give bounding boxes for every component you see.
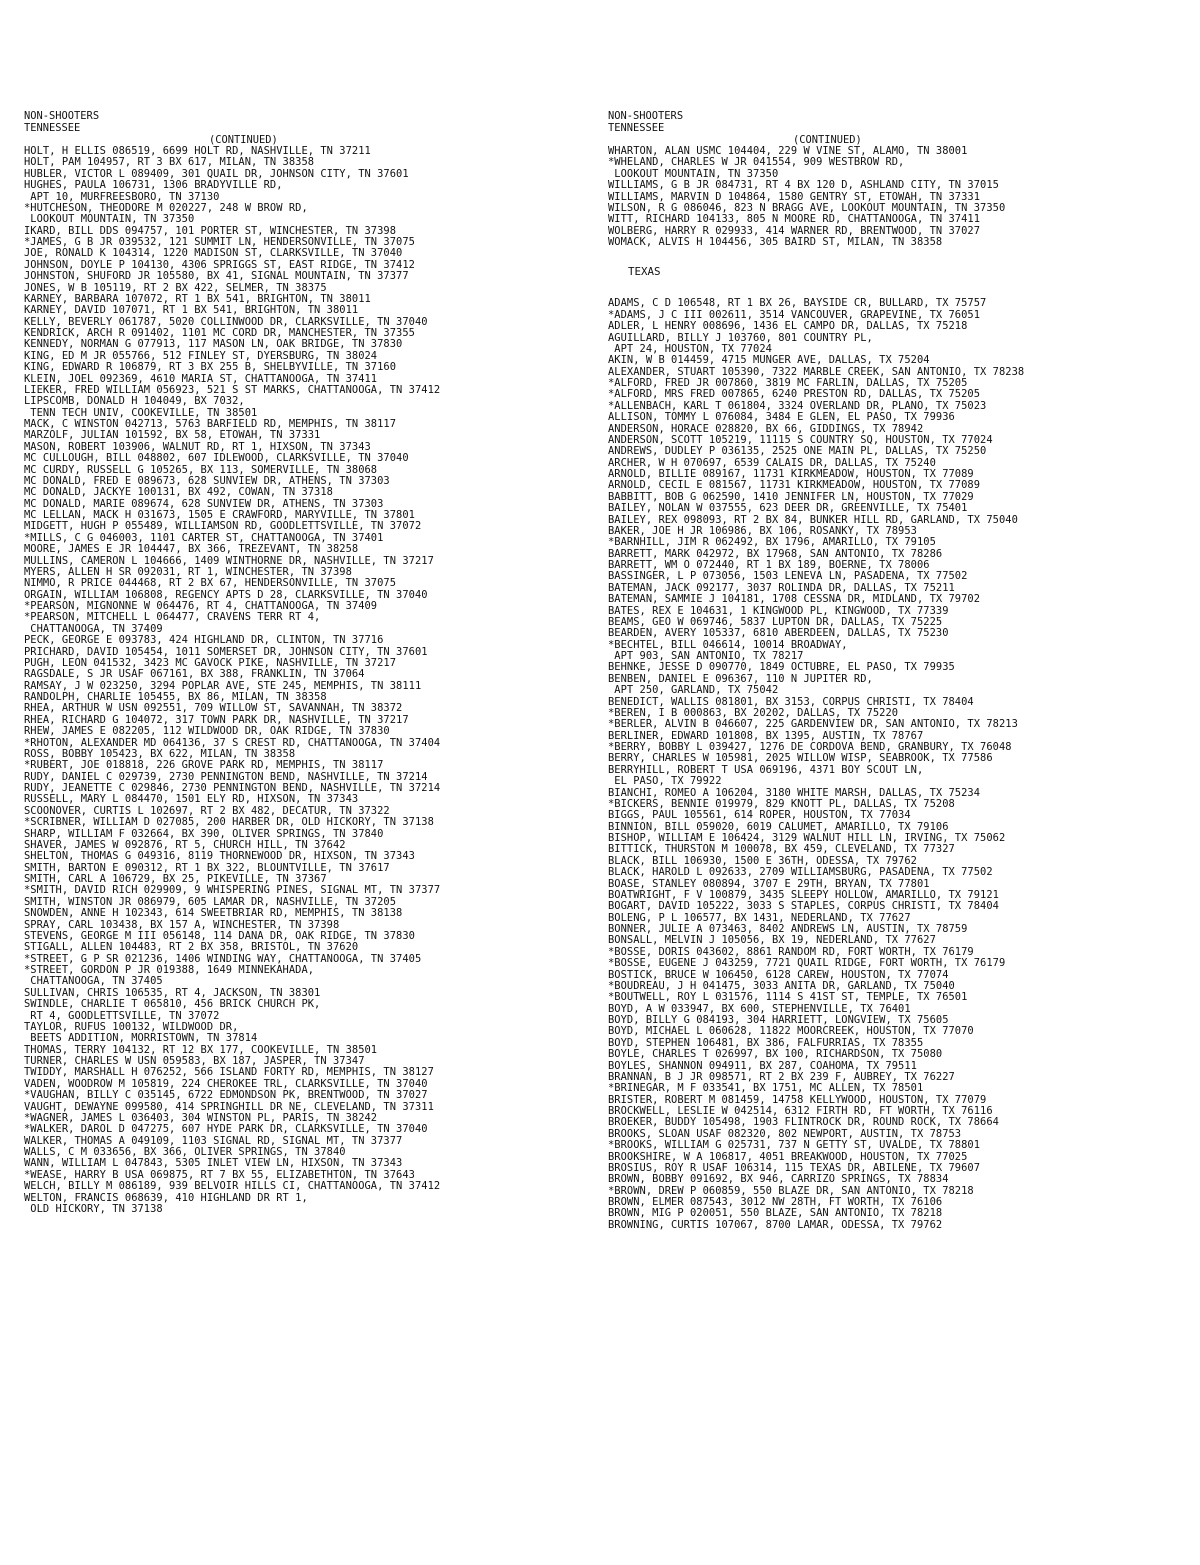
- continued-label: (CONTINUED): [793, 134, 862, 146]
- list-item: ORGAIN, WILLIAM 106808, REGENCY APTS D 28, CLARKSVILLE, TN 37040: [24, 588, 428, 601]
- list-item: HOLT, H ELLIS 086519, 6699 HOLT RD, NASHVILLE, TN 37211: [24, 145, 371, 157]
- list-item: HUBLER, VICTOR L 089409, 301 QUAIL DR, JOHNSON CITY, TN 37601: [24, 167, 409, 180]
- list-item: OLD HICKORY, TN 37138: [24, 1202, 163, 1215]
- list-item: *BOUDREAU, J H 041475, 3033 ANITA DR, GARLAND, TX 75040: [608, 979, 955, 992]
- right-column: [608, 110, 1188, 1231]
- list-item: SHAVER, JAMES W 092876, RT 5, CHURCH HILL, TN 37642: [24, 838, 346, 851]
- list-item: BERLINER, EDWARD 101808, BX 1395, AUSTIN, TX 78767: [608, 729, 924, 742]
- list-item: BASSINGER, L P 073056, 1503 LENEVA LN, PASADENA, TX 77502: [608, 570, 968, 583]
- list-item: KENDRICK, ARCH R 091402, 1101 MC CORD DR, MANCHESTER, TN 37355: [24, 327, 415, 339]
- list-item: ANDERSON, HORACE 028820, BX 66, GIDDINGS, TX 78942: [608, 422, 924, 435]
- list-item: BROOKSHIRE, W A 106817, 4051 BREAKWOOD, HOUSTON, TX 77025: [608, 1150, 968, 1163]
- list-item: WOMACK, ALVIS H 104456, 305 BAIRD ST, MILAN, TN 38358: [608, 236, 943, 248]
- list-item: *STREET, G P SR 021236, 1406 WINDING WAY, CHATTANOOGA, TN 37405: [24, 952, 422, 965]
- list-item: *RUBERT, JOE 018818, 226 GROVE PARK RD, MEMPHIS, TN 38117: [24, 759, 384, 772]
- list-item: WILLIAMS, MARVIN D 104864, 1580 GENTRY ST, ETOWAH, TN 37331: [608, 190, 981, 203]
- list-item: ADLER, L HENRY 008696, 1436 EL CAMPO DR, DALLAS, TX 75218: [608, 320, 968, 333]
- list-item: LOOKOUT MOUNTAIN, TN 37350: [608, 167, 779, 180]
- list-item: MC CULLOUGH, BILL 048802, 607 IDLEWOOD, CLARKSVILLE, TN 37040: [24, 452, 409, 465]
- list-item: *BECHTEL, BILL 046614, 10014 BROADWAY,: [608, 638, 848, 651]
- list-item: ANDREWS, DUDLEY P 036135, 2525 ONE MAIN PL, DALLAS, TX 75250: [608, 445, 987, 458]
- list-item: KARNEY, DAVID 107071, RT 1 BX 541, BRIGHTON, TN 38011: [24, 304, 359, 317]
- list-item: *WALKER, DAROL D 047275, 607 HYDE PARK DR, CLARKSVILLE, TN 37040: [24, 1123, 428, 1136]
- list-item: *RHOTON, ALEXANDER MD 064136, 37 S CREST RD, CHATTANOOGA, TN 37404: [24, 736, 441, 749]
- list-item: MC DONALD, FRED E 089673, 628 SUNVIEW DR, ATHENS, TN 37303: [24, 474, 390, 487]
- list-item: *WHELAND, CHARLES W JR 041554, 909 WESTBROW RD,: [608, 156, 905, 169]
- list-item: JOE, RONALD K 104314, 1220 MADISON ST, CLARKSVILLE, TN 37040: [24, 247, 403, 260]
- list-item: VADEN, WOODROW M 105819, 224 CHEROKEE TRL, CLARKSVILLE, TN 37040: [24, 1077, 428, 1090]
- list-item: BRANNAN, B J JR 098571, RT 2 BX 239 F, AUBREY, TX 76227: [608, 1070, 955, 1083]
- list-item: SMITH, WINSTON JR 086979, 605 LAMAR DR, NASHVILLE, TN 37205: [24, 895, 397, 908]
- section-heading-texas: TEXAS: [628, 265, 661, 279]
- list-item: BOYLES, SHANNON 094911, BX 287, COAHOMA, TX 79511: [608, 1059, 917, 1072]
- list-item: *STREET, GORDON P JR 019388, 1649 MINNEKAHADA,: [24, 964, 315, 976]
- list-item: MC CURDY, RUSSELL G 105265, BX 113, SOMERVILLE, TN 38068: [24, 463, 378, 476]
- list-item: MULLINS, CAMERON L 104666, 1409 WINTHORNE DR, NASHVILLE, TN 37217: [24, 554, 434, 567]
- list-item: CHATTANOOGA, TN 37405: [24, 975, 163, 988]
- list-item: KING, ED M JR 055766, 512 FINLEY ST, DYERSBURG, TN 38024: [24, 349, 378, 362]
- list-item: NIMMO, R PRICE 044468, RT 2 BX 67, HENDERSONVILLE, TN 37075: [24, 577, 397, 590]
- list-item: WELCH, BILLY M 086189, 939 BELVOIR HILLS CI, CHATTANOOGA, TN 37412: [24, 1180, 441, 1193]
- list-item: *SMITH, DAVID RICH 029909, 9 WHISPERING PINES, SIGNAL MT, TN 37377: [24, 884, 441, 897]
- list-item: TURNER, CHARLES W USN 059583, BX 187, JASPER, TN 37347: [24, 1055, 365, 1067]
- list-item: APT 903, SAN ANTONIO, TX 78217: [608, 650, 804, 662]
- list-item: *BRINEGAR, M F 033541, BX 1751, MC ALLEN, TX 78501: [608, 1082, 924, 1095]
- section-gap: [608, 248, 1188, 266]
- list-item: BROSIUS, ROY R USAF 106314, 115 TEXAS DR, ABILENE, TX 79607: [608, 1161, 981, 1174]
- list-item: BEARDEN, AVERY 105337, 6810 ABERDEEN, DALLAS, TX 75230: [608, 627, 949, 640]
- list-item: TENN TECH UNIV, COOKEVILLE, TN 38501: [24, 406, 258, 419]
- list-item: BIGGS, PAUL 105561, 614 ROPER, HOUSTON, TX 77034: [608, 809, 911, 822]
- list-item: WALKER, THOMAS A 049109, 1103 SIGNAL RD, SIGNAL MT, TN 37377: [24, 1134, 403, 1147]
- list-item: RUDY, DANIEL C 029739, 2730 PENNINGTON BEND, NASHVILLE, TN 37214: [24, 770, 428, 783]
- list-item: *JAMES, G B JR 039532, 121 SUMMIT LN, HENDERSONVILLE, TN 37075: [24, 236, 415, 248]
- list-item: ANDERSON, SCOTT 105219, 11115 S COUNTRY SQ, HOUSTON, TX 77024: [608, 433, 993, 446]
- continued-label: (CONTINUED): [209, 134, 278, 146]
- list-item: BEETS ADDITION, MORRISTOWN, TN 37814: [24, 1032, 258, 1045]
- list-item: MACK, C WINSTON 042713, 5763 BARFIELD RD, MEMPHIS, TN 38117: [24, 418, 397, 430]
- list-item: KENNEDY, NORMAN G 077913, 117 MASON LN, OAK BRIDGE, TN 37830: [24, 338, 403, 351]
- list-item: SMITH, BARTON E 090312, RT 1 BX 322, BLOUNTVILLE, TN 37617: [24, 861, 390, 874]
- list-item: BOATWRIGHT, F V 100879, 3435 SLEEPY HOLLOW, AMARILLO, TX 79121: [608, 888, 999, 901]
- list-item: WELTON, FRANCIS 068639, 410 HIGHLAND DR RT 1,: [24, 1191, 308, 1204]
- list-item: ALLISON, TOMMY L 076084, 3484 E GLEN, EL PASO, TX 79936: [608, 411, 955, 424]
- list-item: JOHNSTON, SHUFORD JR 105580, BX 41, SIGNAL MOUNTAIN, TN 37377: [24, 270, 409, 283]
- list-item: BOASE, STANLEY 080894, 3707 E 29TH, BRYAN, TX 77801: [608, 877, 930, 890]
- list-item: BRISTER, ROBERT M 081459, 14758 KELLYWOOD, HOUSTON, TX 77079: [608, 1093, 987, 1106]
- list-item: PUGH, LEON 041532, 3423 MC GAVOCK PIKE, NASHVILLE, TN 37217: [24, 656, 397, 669]
- list-item: RANDOLPH, CHARLIE 105455, BX 86, MILAN, TN 38358: [24, 691, 327, 703]
- list-item: RHEW, JAMES E 082205, 112 WILDWOOD DR, OAK RIDGE, TN 37830: [24, 725, 390, 738]
- list-item: MC DONALD, MARIE 089674, 628 SUNVIEW DR, ATHENS, TN 37303: [24, 497, 384, 510]
- list-item: *BERLER, ALVIN B 046607, 225 GARDENVIEW DR, SAN ANTONIO, TX 78213: [608, 718, 1018, 731]
- list-item: THOMAS, TERRY 104132, RT 12 BX 177, COOKEVILLE, TN 38501: [24, 1043, 378, 1056]
- list-item: BIANCHI, ROMEO A 106204, 3180 WHITE MARSH, DALLAS, TX 75234: [608, 786, 981, 799]
- list-item: ALEXANDER, STUART 105390, 7322 MARBLE CREEK, SAN ANTONIO, TX 78238: [608, 365, 1025, 378]
- list-item: KLEIN, JOEL 092369, 4610 MARIA ST, CHATTANOOGA, TN 37411: [24, 372, 378, 385]
- list-item: BROWN, ELMER 087543, 3012 NW 28TH, FT WORTH, TX 76106: [608, 1196, 943, 1208]
- list-item: KARNEY, BARBARA 107072, RT 1 BX 541, BRIGHTON, TN 38011: [24, 292, 371, 305]
- list-item: *WEASE, HARRY B USA 069875, RT 7 BX 55, ELIZABETHTON, TN 37643: [24, 1168, 415, 1181]
- list-item: SULLIVAN, CHRIS 106535, RT 4, JACKSON, TN 38301: [24, 986, 321, 999]
- list-item: *BEREN, I B 000863, BX 20202, DALLAS, TX 75220: [608, 706, 899, 719]
- list-item: BLACK, HAROLD L 092633, 2709 WILLIAMSBURG, PASADENA, TX 77502: [608, 866, 993, 879]
- list-item: RHEA, ARTHUR W USN 092551, 709 WILLOW ST, SAVANNAH, TN 38372: [24, 702, 403, 715]
- list-item: BERRYHILL, ROBERT T USA 069196, 4371 BOY SCOUT LN,: [608, 763, 924, 776]
- list-item: BOSTICK, BRUCE W 106450, 6128 CAREW, HOUSTON, TX 77074: [608, 968, 949, 981]
- list-item: BARRETT, WM O 072440, RT 1 BX 189, BOERNE, TX 78006: [608, 559, 930, 571]
- list-item: *PEARSON, MITCHELL L 064477, CRAVENS TERR RT 4,: [24, 611, 321, 624]
- list-item: SNOWDEN, ANNE H 102343, 614 SWEETBRIAR RD, MEMPHIS, TN 38138: [24, 907, 403, 920]
- list-item: LOOKOUT MOUNTAIN, TN 37350: [24, 213, 195, 226]
- list-item: BROOKS, SLOAN USAF 082320, 802 NEWPORT, AUSTIN, TX 78753: [608, 1127, 962, 1140]
- list-item: BROCKWELL, LESLIE W 042514, 6312 FIRTH RD, FT WORTH, TX 76116: [608, 1105, 993, 1117]
- list-item: WILSON, R G 086046, 823 N BRAGG AVE, LOOKOUT MOUNTAIN, TN 37350: [608, 201, 1006, 214]
- list-item: *BERRY, BOBBY L 039427, 1276 DE CORDOVA BEND, GRANBURY, TX 76048: [608, 741, 1012, 753]
- list-item: *ADAMS, J C III 002611, 3514 VANCOUVER, GRAPEVINE, TX 76051: [608, 308, 981, 321]
- list-item: AKIN, W B 014459, 4715 MUNGER AVE, DALLAS, TX 75204: [608, 354, 930, 367]
- list-item: ADAMS, C D 106548, RT 1 BX 26, BAYSIDE CR, BULLARD, TX 75757: [608, 297, 987, 310]
- member-list-tennessee: [608, 146, 1188, 248]
- list-item: *SCRIBNER, WILLIAM D 027085, 200 HARBER DR, OLD HICKORY, TN 37138: [24, 816, 434, 829]
- list-item: JONES, W B 105119, RT 2 BX 422, SELMER, TN 38375: [24, 281, 327, 294]
- list-item: *BICKERS, BENNIE 019979, 829 KNOTT PL, DALLAS, TX 75208: [608, 797, 955, 810]
- list-item: KELLY, BEVERLY 061787, 5020 COLLINWOOD DR, CLARKSVILLE, TN 37040: [24, 315, 428, 328]
- list-item: BATEMAN, SAMMIE J 104181, 1708 CESSNA DR, MIDLAND, TX 79702: [608, 593, 981, 606]
- list-item: RUDY, JEANETTE C 029846, 2730 PENNINGTON BEND, NASHVILLE, TN 37214: [24, 782, 441, 794]
- list-item: BROWN, MIG P 020051, 550 BLAZE, SAN ANTONIO, TX 78218: [608, 1207, 943, 1220]
- list-item: SCOONOVER, CURTIS L 102697, RT 2 BX 482, DECATUR, TN 37322: [24, 804, 390, 817]
- list-item: WHARTON, ALAN USMC 104404, 229 W VINE ST, ALAMO, TN 38001: [608, 145, 968, 157]
- list-item: BOLENG, P L 106577, BX 1431, NEDERLAND, TX 77627: [608, 911, 911, 924]
- list-item: LIEKER, FRED WILLIAM 056923, 521 S ST MARKS, CHATTANOOGA, TN 37412: [24, 383, 441, 396]
- list-item: *ALFORD, MRS FRED 007865, 6240 PRESTON RD, DALLAS, TX 75205: [608, 388, 981, 401]
- list-item: *MILLS, C G 046003, 1101 CARTER ST, CHATTANOOGA, TN 37401: [24, 531, 384, 544]
- list-item: BINNION, BILL 059020, 6019 CALUMET, AMARILLO, TX 79106: [608, 820, 949, 833]
- list-item: TWIDDY, MARSHALL H 076252, 566 ISLAND FORTY RD, MEMPHIS, TN 38127: [24, 1066, 434, 1079]
- list-item: JOHNSON, DOYLE P 104130, 4306 SPRIGGS ST, EAST RIDGE, TN 37412: [24, 258, 415, 271]
- list-item: WOLBERG, HARRY R 029933, 414 WARNER RD, BRENTWOOD, TN 37027: [608, 224, 981, 237]
- list-item: KING, EDWARD R 106879, RT 3 BX 255 B, SHELBYVILLE, TN 37160: [24, 361, 397, 374]
- list-item: *BROOKS, WILLIAM G 025731, 737 N GETTY ST, UVALDE, TX 78801: [608, 1139, 981, 1152]
- list-item: BAILEY, REX 098093, RT 2 BX 84, BUNKER HILL RD, GARLAND, TX 75040: [608, 513, 1018, 526]
- list-item: MIDGETT, HUGH P 055489, WILLIAMSON RD, GOODLETTSVILLE, TN 37072: [24, 520, 422, 533]
- list-item: *ALFORD, FRED JR 007860, 3819 MC FARLIN, DALLAS, TX 75205: [608, 377, 968, 389]
- list-item: SPRAY, CARL 103438, BX 157 A, WINCHESTER, TN 37398: [24, 918, 340, 931]
- list-item: RAMSAY, J W 023250, 3294 POPLAR AVE, STE 245, MEMPHIS, TN 38111: [24, 679, 422, 692]
- list-item: APT 250, GARLAND, TX 75042: [608, 684, 779, 697]
- list-item: *BOSSE, DORIS 043602, 8861 RANDOM RD, FORT WORTH, TX 76179: [608, 945, 974, 958]
- list-item: BLACK, BILL 106930, 1500 E 36TH, ODESSA, TX 79762: [608, 854, 917, 867]
- list-item: ARCHER, W H 070697, 6539 CALAIS DR, DALLAS, TX 75240: [608, 456, 936, 469]
- list-item: AGUILLARD, BILLY J 103760, 801 COUNTRY PL,: [608, 331, 873, 344]
- list-item: *WAGNER, JAMES L 036403, 304 WINSTON PL, PARIS, TN 38242: [24, 1111, 378, 1124]
- list-item: STEVENS, GEORGE M III 056148, 114 DANA DR, OAK RIDGE, TN 37830: [24, 929, 415, 942]
- list-item: BROWN, BOBBY 091692, BX 946, CARRIZO SPRINGS, TX 78834: [608, 1173, 949, 1186]
- list-item: STIGALL, ALLEN 104483, RT 2 BX 358, BRISTOL, TN 37620: [24, 941, 359, 954]
- list-item: SHARP, WILLIAM F 032664, BX 390, OLIVER SPRINGS, TN 37840: [24, 827, 384, 840]
- list-item: WILLIAMS, G B JR 084731, RT 4 BX 120 D, ASHLAND CITY, TN 37015: [608, 179, 999, 192]
- list-item: BITTICK, THURSTON M 100078, BX 459, CLEVELAND, TX 77327: [608, 843, 955, 856]
- list-item: PECK, GEORGE E 093783, 424 HIGHLAND DR, CLINTON, TN 37716: [24, 634, 384, 647]
- list-item: SHELTON, THOMAS G 049316, 8119 THORNEWOOD DR, HIXSON, TN 37343: [24, 850, 415, 863]
- list-item: RAGSDALE, S JR USAF 067161, BX 388, FRANKLIN, TN 37064: [24, 668, 365, 681]
- list-item: BARRETT, MARK 042972, BX 17968, SAN ANTONIO, TX 78286: [608, 547, 943, 560]
- list-item: SWINDLE, CHARLIE T 065810, 456 BRICK CHURCH PK,: [24, 998, 321, 1011]
- list-item: *BOSSE, EUGENE J 043259, 7721 QUAIL RIDGE, FORT WORTH, TX 76179: [608, 957, 1006, 970]
- member-list-texas: [608, 298, 1188, 1231]
- list-item: *BOUTWELL, ROY L 031576, 1114 S 41ST ST, TEMPLE, TX 76501: [608, 991, 968, 1004]
- list-item: CHATTANOOGA, TN 37409: [24, 622, 163, 635]
- list-item: BOYD, STEPHEN 106481, BX 386, FALFURRIAS, TX 78355: [608, 1036, 924, 1049]
- list-item: BOYD, A W 033947, BX 600, STEPHENVILLE, TX 76401: [608, 1002, 911, 1015]
- list-item: BOYD, BILLY G 084193, 304 HARRIETT, LONGVIEW, TX 75605: [608, 1014, 949, 1026]
- state-heading: TENNESSEE: [24, 122, 81, 134]
- list-item: MYERS, ALLEN H SR 092031, RT 1, WINCHESTER, TN 37398: [24, 565, 352, 578]
- list-item: BOYD, MICHAEL L 060628, 11822 MOORCREEK, HOUSTON, TX 77070: [608, 1025, 974, 1038]
- list-item: BERRY, CHARLES W 105981, 2025 WILLOW WISP, SEABROOK, TX 77586: [608, 752, 993, 765]
- list-item: BOGART, DAVID 105222, 3033 S STAPLES, CORPUS CHRISTI, TX 78404: [608, 900, 999, 913]
- list-item: BAILEY, NOLAN W 037555, 623 DEER DR, GREENVILLE, TX 75401: [608, 502, 968, 515]
- list-heading: NON-SHOOTERS: [24, 110, 100, 122]
- list-item: *PEARSON, MIGNONNE W 064476, RT 4, CHATTANOOGA, TN 37409: [24, 600, 378, 612]
- list-item: BABBITT, BOB G 062590, 1410 JENNIFER LN, HOUSTON, TX 77029: [608, 490, 974, 503]
- list-item: TAYLOR, RUFUS 100132, WILDWOOD DR,: [24, 1020, 239, 1033]
- list-item: ARNOLD, BILLIE 089167, 11731 KIRKMEADOW, HOUSTON, TX 77089: [608, 468, 974, 480]
- list-item: *HUTCHESON, THEODORE M 020227, 248 W BROW RD,: [24, 201, 308, 214]
- list-item: RUSSELL, MARY L 084470, 1501 ELY RD, HIXSON, TN 37343: [24, 793, 359, 806]
- list-item: *VAUGHAN, BILLY C 035145, 6722 EDMONDSON PK, BRENTWOOD, TN 37027: [24, 1089, 428, 1102]
- list-item: BEHNKE, JESSE D 090770, 1849 OCTUBRE, EL PASO, TX 79935: [608, 661, 955, 674]
- list-item: RT 4, GOODLETTSVILLE, TN 37072: [24, 1009, 220, 1022]
- list-item: WANN, WILLIAM L 047843, 5305 INLET VIEW LN, HIXSON, TN 37343: [24, 1157, 403, 1170]
- list-item: BISHOP, WILLIAM E 106424, 3129 WALNUT HILL LN, IRVING, TX 75062: [608, 832, 1006, 844]
- list-item: *ALLENBACH, KARL T 061804, 3324 OVERLAND DR, PLANO, TX 75023: [608, 399, 987, 412]
- member-list-tennessee: [24, 146, 604, 1215]
- list-item: WITT, RICHARD 104133, 805 N MOORE RD, CHATTANOOGA, TN 37411: [608, 213, 981, 226]
- list-item: APT 24, HOUSTON, TX 77024: [608, 342, 772, 355]
- list-item: APT 10, MURFREESBORO, TN 37130: [24, 190, 220, 203]
- list-item: BONNER, JULIE A 073463, 8402 ANDREWS LN, AUSTIN, TX 78759: [608, 923, 968, 935]
- list-item: BEAMS, GEO W 069746, 5837 LUPTON DR, DALLAS, TX 75225: [608, 615, 943, 628]
- list-item: WALLS, C M 033656, BX 366, OLIVER SPRINGS, TN 37840: [24, 1146, 346, 1158]
- list-item: ARNOLD, CECIL E 081567, 11731 KIRKMEADOW, HOUSTON, TX 77089: [608, 479, 981, 492]
- list-item: HUGHES, PAULA 106731, 1306 BRADYVILLE RD,: [24, 179, 283, 192]
- list-item: BENBEN, DANIEL E 096367, 110 N JUPITER RD,: [608, 672, 873, 685]
- list-item: LIPSCOMB, DONALD H 104049, BX 7032,: [24, 395, 245, 408]
- list-item: MC LELLAN, MACK H 031673, 1505 E CRAWFORD, MARYVILLE, TN 37801: [24, 509, 415, 521]
- list-item: BAKER, JOE H JR 106986, BX 106, ROSANKY, TX 78953: [608, 524, 917, 537]
- list-item: RHEA, RICHARD G 104072, 317 TOWN PARK DR, NASHVILLE, TN 37217: [24, 713, 409, 726]
- list-item: ROSS, BOBBY 105423, BX 622, MILAN, TN 38358: [24, 747, 296, 760]
- list-item: IKARD, BILL DDS 094757, 101 PORTER ST, WINCHESTER, TN 37398: [24, 224, 397, 237]
- list-item: BONSALL, MELVIN J 105056, BX 19, NEDERLAND, TX 77627: [608, 934, 936, 947]
- list-item: BENEDICT, WALLIS 081801, BX 3153, CORPUS CHRISTI, TX 78404: [608, 695, 974, 708]
- left-column: [24, 110, 604, 1215]
- list-item: BROEKER, BUDDY 105498, 1903 FLINTROCK DR, ROUND ROCK, TX 78664: [608, 1116, 999, 1129]
- list-item: MASON, ROBERT 103906, WALNUT RD, RT 1, HIXSON, TN 37343: [24, 440, 371, 453]
- list-item: BATEMAN, JACK 092177, 3037 ROLINDA DR, DALLAS, TX 75211: [608, 581, 955, 594]
- list-heading: NON-SHOOTERS: [608, 110, 684, 122]
- list-item: SMITH, CARL A 106729, BX 25, PIKEVILLE, TN 37367: [24, 873, 327, 885]
- list-item: MARZOLF, JULIAN 101592, BX 58, ETOWAH, TN 37331: [24, 429, 321, 442]
- list-item: PRICHARD, DAVID 105454, 1011 SOMERSET DR, JOHNSON CITY, TN 37601: [24, 645, 428, 658]
- list-item: HOLT, PAM 104957, RT 3 BX 617, MILAN, TN 38358: [24, 156, 315, 169]
- list-item: *BROWN, DREW P 060859, 550 BLAZE DR, SAN ANTONIO, TX 78218: [608, 1184, 974, 1197]
- list-item: MOORE, JAMES E JR 104447, BX 366, TREZEVANT, TN 38258: [24, 543, 359, 556]
- list-item: MC DONALD, JACKYE 100131, BX 492, COWAN, TN 37318: [24, 486, 333, 499]
- list-item: VAUGHT, DEWAYNE 099580, 414 SPRINGHILL DR NE, CLEVELAND, TN 37311: [24, 1100, 434, 1113]
- list-item: *BARNHILL, JIM R 062492, BX 1796, AMARILLO, TX 79105: [608, 536, 936, 549]
- list-item: EL PASO, TX 79922: [608, 775, 722, 788]
- list-item: BATES, REX E 104631, 1 KINGWOOD PL, KINGWOOD, TX 77339: [608, 604, 949, 617]
- list-item: BOYLE, CHARLES T 026997, BX 100, RICHARDSON, TX 75080: [608, 1048, 943, 1061]
- list-item: BROWNING, CURTIS 107067, 8700 LAMAR, ODESSA, TX 79762: [608, 1218, 943, 1231]
- state-heading: TENNESSEE: [608, 122, 665, 134]
